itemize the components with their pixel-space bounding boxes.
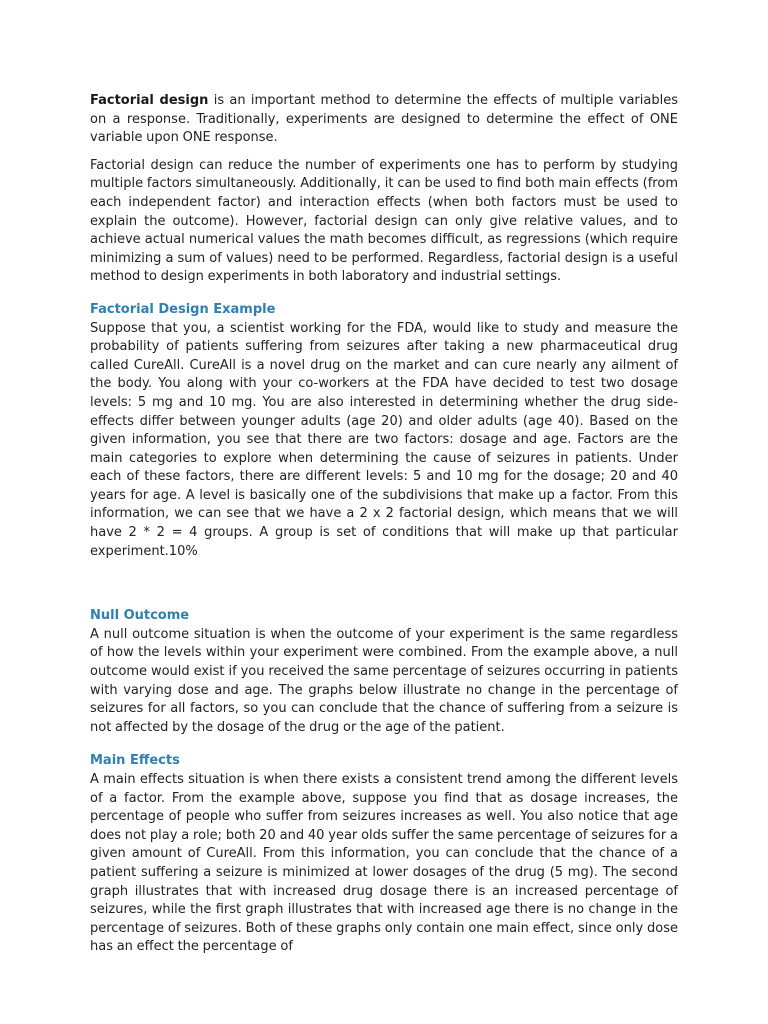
example-paragraph: Suppose that you, a scientist working for the FDA, would like to study and measure the probability of patients suffering from seizures after taking a new pharmaceutical drug called CureAll. CureAll is a novel drug on the market and can cure nearly any ailment of the body. You along with your co-workers at the FDA have decided to test two dosage levels: 5 mg and 10 mg. You are also interested in determining whether the drug side-effects differ between younger adults (age 20) and older adults (age 40). Based on the given information, you see that there are two factors: dosage and age. Factors are the main categories to explore when determining the cause of seizures in patients. Under each of these factors, there are different levels: 5 and 10 mg for the dosage; 20 and 40 years for age. A level is basically one of the subdivisions that make up a factor. From this information, we can see that we have a 2 x 2 factorial design, which means that we will have 2 * 2 = 4 groups. A group is set of conditions that will make up that particular experiment.10% <box>90 320 678 559</box>
null-outcome-heading: Null Outcome <box>90 608 190 624</box>
example-heading: Factorial Design Example <box>90 301 276 317</box>
intro-paragraph <box>90 92 678 148</box>
intro-text: is an important method to determine the effects of multiple variables on a response. Traditionally, experiments are designed to determine the effect of ONE variable upon ONE response. <box>90 93 678 146</box>
main-effects-paragraph: A main effects situation is when there exists a consistent trend among the different levels of a factor. From the example above, suppose you find that as dosage increases, the percentage of people who suffer from seizures increases as well. You also notice that age does not play a role; both 20 and 40 year olds suffer the same percentage of seizures for a given amount of CureAll. From this information, you can conclude that the chance of a patient suffering a seizure is minimized at lower dosages of the drug (5 mg). The second graph illustrates that with increased drug dosage there is an increased percentage of seizures, while the first graph illustrates that with increased age there is no change in the percentage of seizures. Both of these graphs only contain one main effect, since only dose has an effect the percentage of <box>90 772 678 955</box>
document-page <box>90 92 678 957</box>
null-outcome-paragraph: A null outcome situation is when the outcome of your experiment is the same regardless of how the levels within your experiment were combined. From the example above, a null outcome would exist if you received the same percentage of seizures occurring in patients with varying dose and age. The graphs below illustrate no change in the percentage of seizures for all factors, so you can conclude that the chance of suffering from a seizure is not affected by the dosage of the drug or the age of the patient. <box>90 626 678 735</box>
main-effects-heading: Main Effects <box>90 753 180 769</box>
benefits-paragraph: Factorial design can reduce the number of experiments one has to perform by studying multiple factors simultaneously. Additionally, it can be used to find both main effects (from each independent factor) and interaction effects (when both factors must be used to explain the outcome). However, factorial design can only give relative values, and to achieve actual numerical values the math becomes difficult, as regressions (which require minimizing a sum of values) need to be performed. Regardless, factorial design is a useful method to design experiments in both laboratory and industrial settings. <box>90 157 678 285</box>
intro-term: Factorial design <box>90 93 209 108</box>
